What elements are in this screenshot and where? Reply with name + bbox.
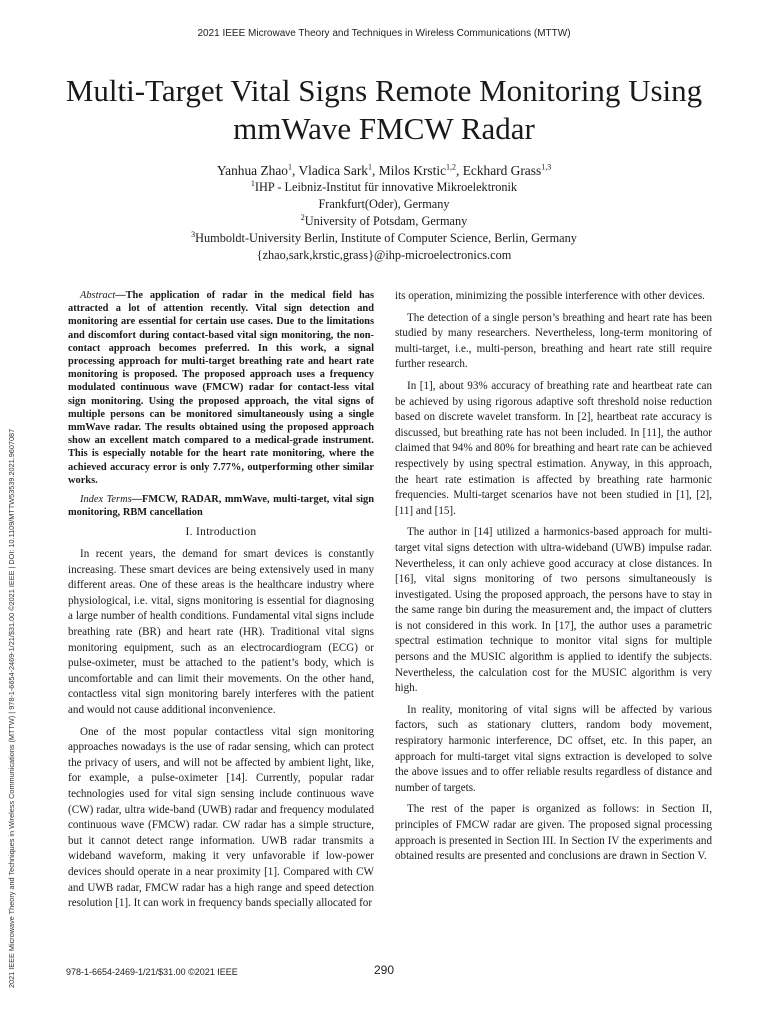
author-affil-sup: 1,2 [446, 162, 457, 172]
affiliation-1 [0, 179, 768, 196]
section-heading: I. Introduction [185, 526, 257, 539]
body-paragraph: One of the most popular contactless vital sign monitoring approaches nowadays is the use of radar sensing, which can protect the privacy of users, and will not be affected by ambient light, like, for example, a pulse-oximeter [14]. Currently, popular radar technologies used for vital sign sensing include continuous wave (CW) radar, ultra wide-band (UWB) radar and frequency modulated continuous wave (FMCW) radar. CW radar has a simple structure, but it cannot detect range information. UWB radar transmits a wideband waveform, making it very unfavorable if low-power devices should operate in a near proximity [1]. Compared with CW and UWB radar, FMCW radar has a high range and speed detection resolution [1]. It can work in frequency bands specially allocated for [68, 725, 374, 910]
author-block [0, 162, 768, 264]
author-names [0, 162, 768, 179]
footer-isbn: 978-1-6654-2469-1/21/$31.00 ©2021 IEEE [66, 967, 238, 977]
affiliation-3-sup: 3 [191, 229, 196, 239]
abstract [68, 289, 374, 487]
title-line-1: Multi-Target Vital Signs Remote Monitoring Using [65, 73, 703, 108]
affiliation-2 [0, 213, 768, 230]
affiliation-2-sup: 2 [300, 212, 305, 222]
abstract-label: Abstract [80, 290, 116, 301]
author-separator: , [371, 163, 379, 178]
author-affil-sup: 1,3 [541, 162, 552, 172]
title-line-2: mmWave FMCW Radar [233, 111, 535, 146]
body-paragraph: its operation, minimizing the possible interference with other devices. [395, 290, 705, 302]
right-column [395, 289, 712, 871]
sidebar-citation-text: 2021 IEEE Microwave Theory and Techniques in Wireless Communications (MTTW) | 978-1-6654-2469-1/21/$31.00 ©2021 IEEE | DOI: 10.1109/MTTW53539.2021.9607087 [7, 428, 16, 988]
index-terms [68, 493, 374, 519]
author-separator: , [291, 163, 299, 178]
body-paragraph: In [1], about 93% accuracy of breathing rate and heartbeat rate can be achieved by using rigorous adaptive soft threshold noise reduction based on discrete wavelet transform. In [2], heartbeat rate accuracy is discussed, but breathing rate has not been included. In [11], the author claimed that 94% and 80% for breathing and heart rate can be achieved respectively by using spectral estimation. Anyway, in this approach, the heart rate estimation is affected by breathing rate harmonic frequencies. Multi-target scenarios have not been studied in [1], [2], [11] and [15]. [395, 379, 712, 517]
abstract-text: —The application of radar in the medical field has attracted a lot of attention recently. Vital sign detection and monitoring are essential for certain use cases. Due to the limitations and discomfort during contact-based vital sign monitoring, the non-contact approach becomes preferred. In this work, a signal processing approach for multi-target breathing rate and heart rate monitoring is proposed. The proposed approach uses a frequency modulated continuous wave (FMCW) radar for contact-less vital sign monitoring. Using the proposed approach, the vital signs of multiple persons can be monitored simultaneously using a single mmWave radar. The results obtained using the proposed approach show an excellent match compared to a medical-grade instrument. This is especially notable for the heart rate monitoring, where the achieved accuracy error is only 7.77%, outperforming other similar works. [68, 290, 374, 486]
conference-header: 2021 IEEE Microwave Theory and Techniques in Wireless Communications (MTTW) [197, 28, 571, 39]
body-paragraph: In reality, monitoring of vital signs will be affected by various factors, such as stationary clutters, random body movement, respiratory harmonic interference, DC offset, etc. In this paper, an approach for multi-target vital signs extraction is developed to solve the above issues and to offer reliable results regardless of distance and number of targets. [395, 703, 712, 794]
affiliation-1-sup: 1 [250, 178, 255, 188]
affiliation-3-text: Humboldt-University Berlin, Institute of Computer Science, Berlin, Germany [195, 231, 577, 245]
index-terms-text: —FMCW, RADAR, mmWave, multi-target, vital sign monitoring, RBM cancellation [68, 494, 374, 519]
left-column [68, 289, 374, 918]
affiliation-3 [0, 230, 768, 247]
page-number: 290 [373, 963, 395, 977]
paper-title [40, 72, 728, 148]
affiliation-1-text: IHP - Leibniz-Institut für innovative Mikroelektronik [254, 180, 518, 194]
affiliation-2-text: University of Potsdam, Germany [304, 214, 468, 228]
body-paragraph: In recent years, the demand for smart devices is constantly increasing. These smart devices are being extensively used in many different areas. One of these areas is the healthcare industry where physiological, i.e. vital, signs monitoring is essential for diagnosing a large number of health conditions. Fundamental vital signs include breathing rate (BR) and heart rate (HR). Traditional vital signs monitoring equipment, such as an electrocardiogram (ECG) or pulse-oximeter, must be attached to the patient’s body, which is uncomfortable and can limit their movements. On the other hand, contactless vital sign monitoring barely interferes with the patient and would not cause additional inconvenience. [68, 548, 374, 716]
author-separator: , [456, 163, 463, 178]
author-emails: {zhao,sark,krstic,grass}@ihp-microelectronics.com [256, 248, 512, 262]
affiliation-1-city: Frankfurt(Oder), Germany [318, 197, 450, 211]
index-terms-label: Index Terms [80, 494, 132, 506]
body-paragraph: The detection of a single person’s breathing and heart rate has been studied by many researchers. Nevertheless, long-term monitoring of multi-target, i.e., multi-person, breathing and heart rate still require further research. [395, 311, 712, 371]
author-name: Vladica Sark [298, 163, 368, 178]
body-paragraph: The rest of the paper is organized as follows: in Section II, principles of FMCW radar are given. The proposed signal processing approach is presented in Section III. In Section IV the experiments and obtained results are presented and conclusions are drawn in Section V. [395, 803, 712, 863]
author-name: Eckhard Grass [462, 163, 542, 178]
author-affil-sup: 1 [367, 162, 372, 172]
body-paragraph: The author in [14] utilized a harmonics-based approach for multi-target vital signs detection with ultra-wideband (UWB) impulse radar. Nevertheless, it can only achieve good accuracy at close distances. In [16], vital signs monitoring of two persons simultaneously is investigated. Using the proposed approach, the persons have to stay in the same range bin during the measurement and, the impact of clutters is not considered in this work. In [17], the author uses a parametric spectral estimation technique to monitor vital signs for multiple persons and the MUSIC algorithm is applied to identify the subjects. Nevertheless, the calculation cost for the MUSIC algorithm is very high. [395, 526, 712, 695]
author-name: Milos Krstic [378, 163, 447, 178]
author-name: Yanhua Zhao [216, 163, 288, 178]
author-affil-sup: 1 [287, 162, 292, 172]
